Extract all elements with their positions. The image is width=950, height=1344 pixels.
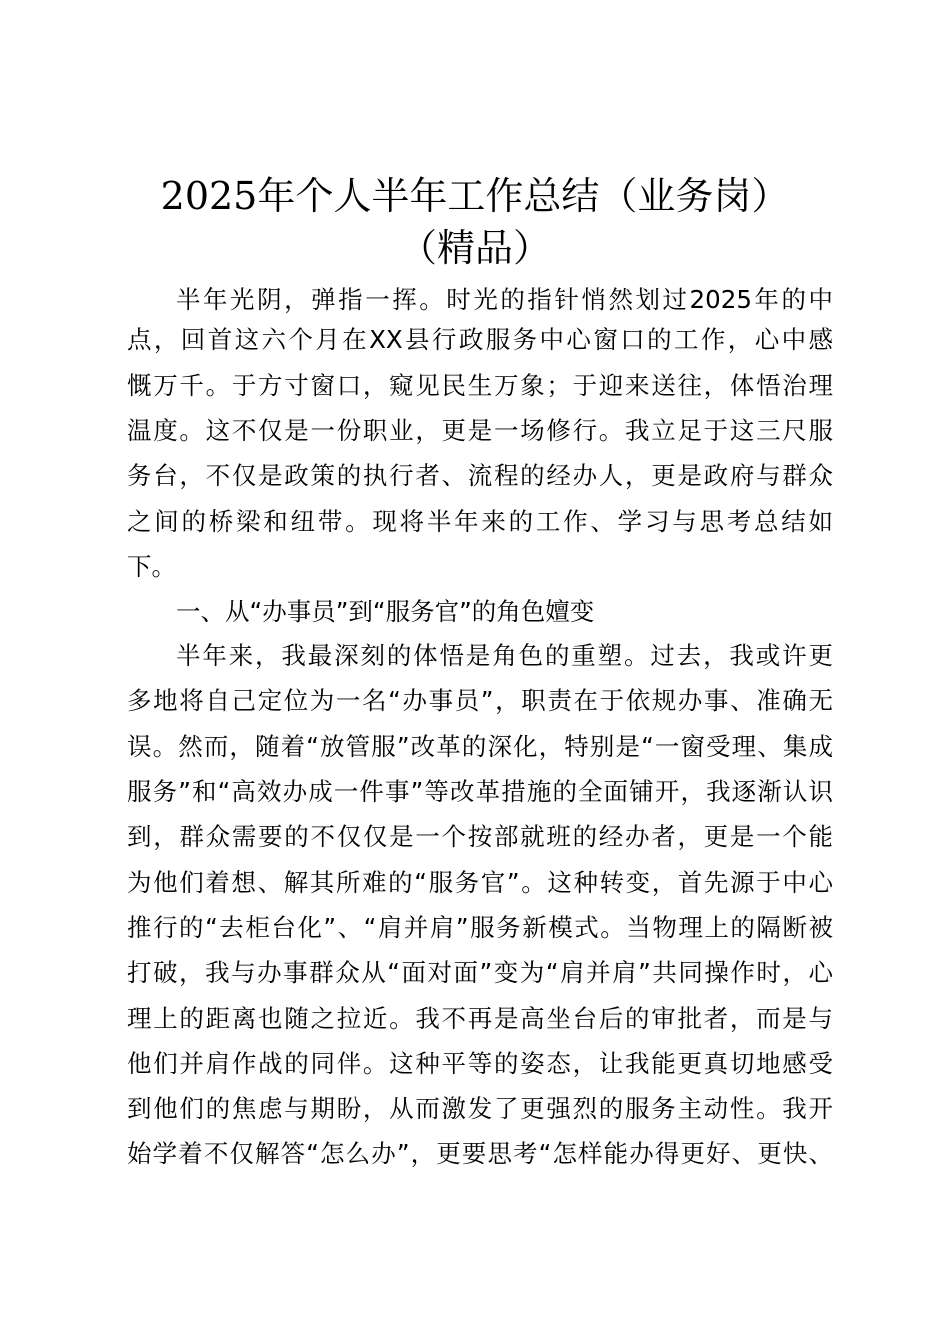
paragraph-line: 慨万千。于方寸窗口，窥见民生万象；于迎来送往，体悟治理	[127, 371, 833, 400]
section-heading: 一、从“办事员”到“服务官”的角色嬗变	[176, 597, 595, 626]
paragraph-line: 打破，我与办事群众从“面对面”变为“肩并肩”共同操作时，心	[127, 958, 833, 987]
paragraph-line: 到他们的焦虑与期盼，从而激发了更强烈的服务主动性。我开	[127, 1094, 833, 1123]
paragraph-line: 务台，不仅是政策的执行者、流程的经办人，更是政府与群众	[127, 461, 833, 490]
paragraph-line: 下。	[127, 552, 176, 581]
paragraph-line: 之间的桥梁和纽带。现将半年来的工作、学习与思考总结如	[127, 507, 833, 536]
paragraph-line: 服务”和“高效办成一件事”等改革措施的全面铺开，我逐渐认识	[127, 777, 833, 806]
document-title: 2025年个人半年工作总结（业务岗）	[160, 174, 790, 218]
paragraph-line: 多地将自己定位为一名“办事员”，职责在于依规办事、准确无	[127, 686, 833, 715]
paragraph-line: 点，回首这六个月在XX县行政服务中心窗口的工作，心中感	[127, 325, 833, 354]
paragraph-line: 理上的距离也随之拉近。我不再是高坐台后的审批者，而是与	[127, 1004, 833, 1033]
paragraph-line: 误。然而，随着“放管服”改革的深化，特别是“一窗受理、集成	[127, 732, 833, 761]
paragraph-line: 为他们着想、解其所难的“服务官”。这种转变，首先源于中心	[127, 868, 833, 897]
document-subtitle: （精品）	[398, 226, 551, 270]
paragraph-line: 到，群众需要的不仅仅是一个按部就班的经办者，更是一个能	[127, 822, 833, 851]
paragraph-line: 他们并肩作战的同伴。这种平等的姿态，让我能更真切地感受	[127, 1049, 833, 1078]
paragraph-line: 推行的“去柜台化”、“肩并肩”服务新模式。当物理上的隔断被	[127, 913, 833, 942]
paragraph-line: 始学着不仅解答“怎么办”，更要思考“怎样能办得更好、更快、	[127, 1139, 833, 1168]
paragraph-line: 半年光阴，弹指一挥。时光的指针悄然划过2025年的中	[176, 285, 833, 314]
paragraph-line: 温度。这不仅是一份职业，更是一场修行。我立足于这三尺服	[127, 416, 833, 445]
paragraph-line: 半年来，我最深刻的体悟是角色的重塑。过去，我或许更	[176, 641, 833, 670]
